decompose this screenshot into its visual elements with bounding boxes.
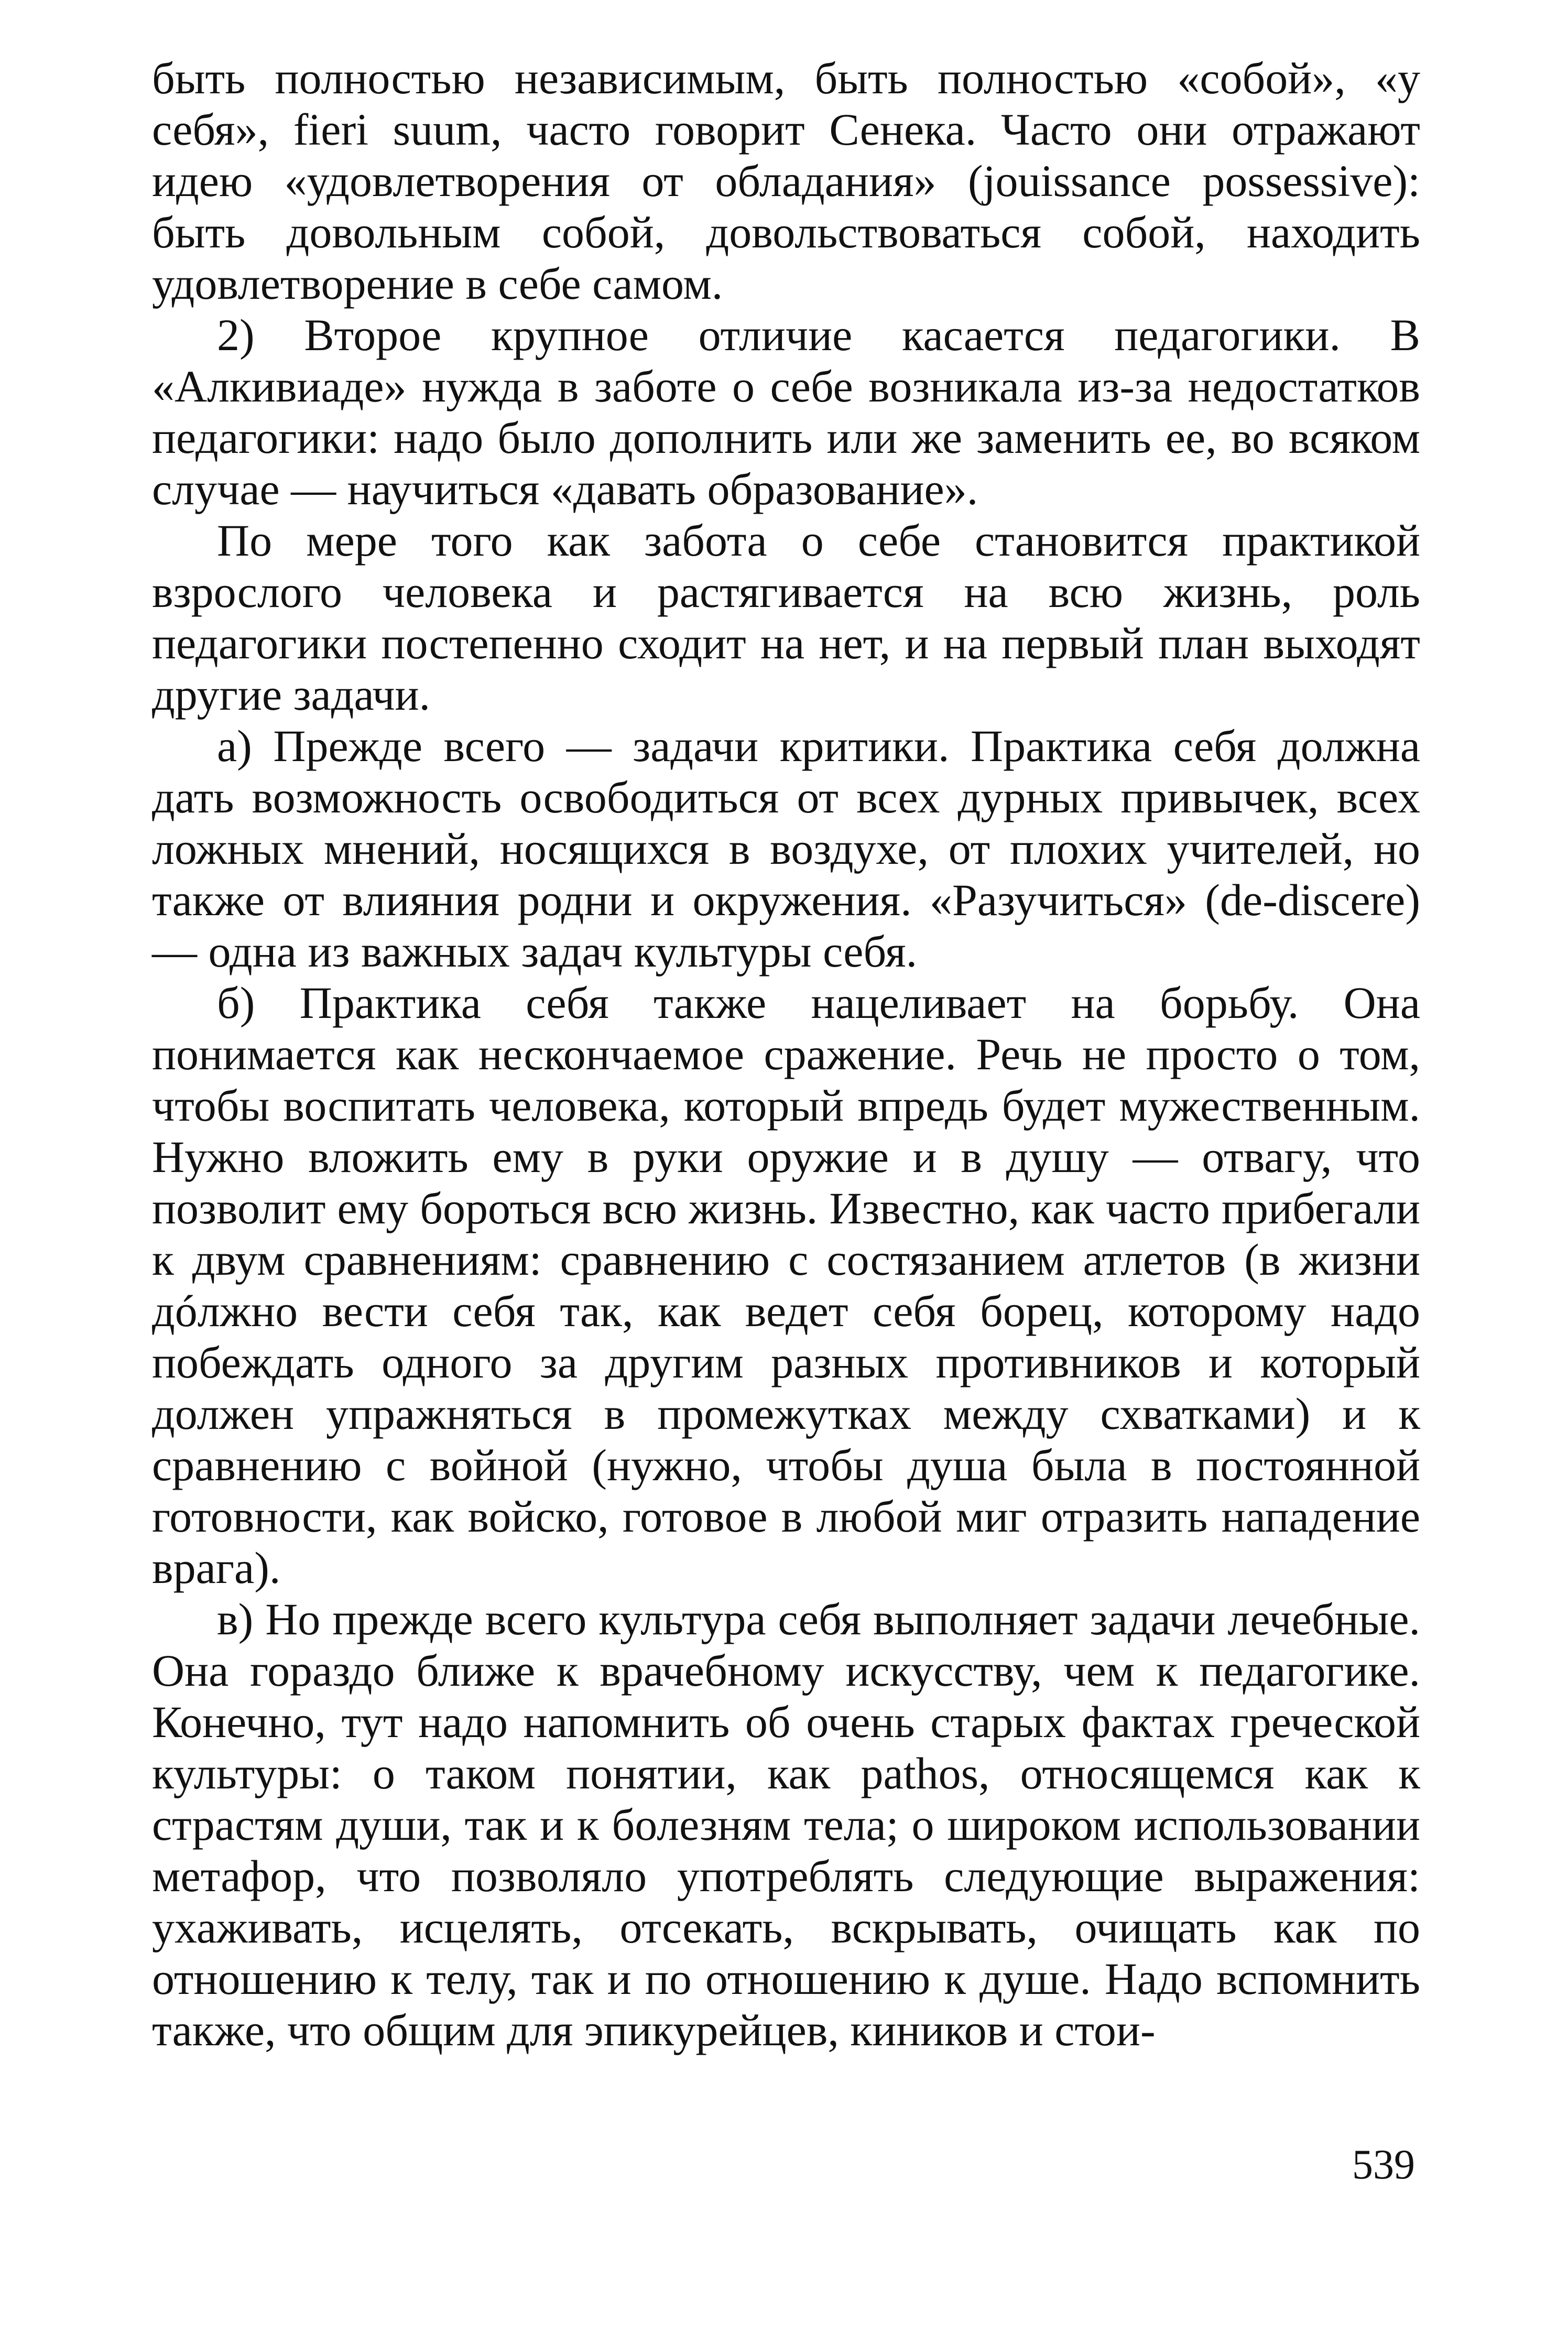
paragraph-pedagogy-difference: 2) Второе крупное отличие касается педагогики. В «Алкивиаде» нужда в заботе о себе возникала из-за недостатков педагогики: надо было дополнить или же заменить ее, во всяком случае — научиться «давать образование». bbox=[152, 310, 1420, 514]
paragraph-struggle-tasks: б) Практика себя также нацеливает на борьбу. Она понимается как нескончаемое сражение. Речь не просто о том, чтобы воспитать человека, который впредь будет мужественным. Нужно вложить ему в руки оружие и в душу — отвагу, что позволит ему бороться всю жизнь. Известно, как часто прибегали к двум сравнениям: сравнению с состязанием атлетов (в жизни дóлжно вести себя так, как ведет себя борец, которому надо побеждать одного за другим разных противников и который должен упражняться в промежутках между схватками) и к сравнению с войной (нужно, чтобы душа была в постоянной готовности, как войско, готовое в любой миг отразить нападение врага). bbox=[152, 978, 1420, 1593]
page-number: 539 bbox=[1352, 2142, 1415, 2188]
body-text bbox=[152, 52, 1420, 2056]
paragraph-critique-tasks: а) Прежде всего — задачи критики. Практика себя должна дать возможность освободиться от всех дурных привычек, всех ложных мнений, носящихся в воздухе, от плохих учителей, но также от влияния родни и окружения. «Разучиться» (de-discere) — одна из важных задач культуры себя. bbox=[152, 721, 1420, 977]
paragraph-continuation: быть полностью независимым, быть полностью «собой», «у себя», fieri suum, часто говорит Сенека. Часто они отражают идею «удовлетворения от обладания» (jouissance possessive): быть довольным собой, довольствоваться собой, находить удовлетворение в себе самом. bbox=[152, 53, 1420, 309]
paragraph-adult-practice: По мере того как забота о себе становится практикой взрослого человека и растягивается на всю жизнь, роль педагогики постепенно сходит на нет, и на первый план выходят другие задачи. bbox=[152, 515, 1420, 720]
paragraph-therapeutic-tasks: в) Но прежде всего культура себя выполняет задачи лечебные. Она гораздо ближе к врачебному искусству, чем к педагогике. Конечно, тут надо напомнить об очень старых фактах греческой культуры: о таком понятии, как pathos, относящемся как к страстям души, так и к болезням тела; о широком использовании метафор, что позволяло употреблять следующие выражения: ухаживать, исцелять, отсекать, вскрывать, очищать как по отношению к телу, так и по отношению к душе. Надо вспомнить также, что общим для эпикурейцев, киников и стои- bbox=[152, 1594, 1420, 2055]
book-page bbox=[152, 52, 1420, 2280]
